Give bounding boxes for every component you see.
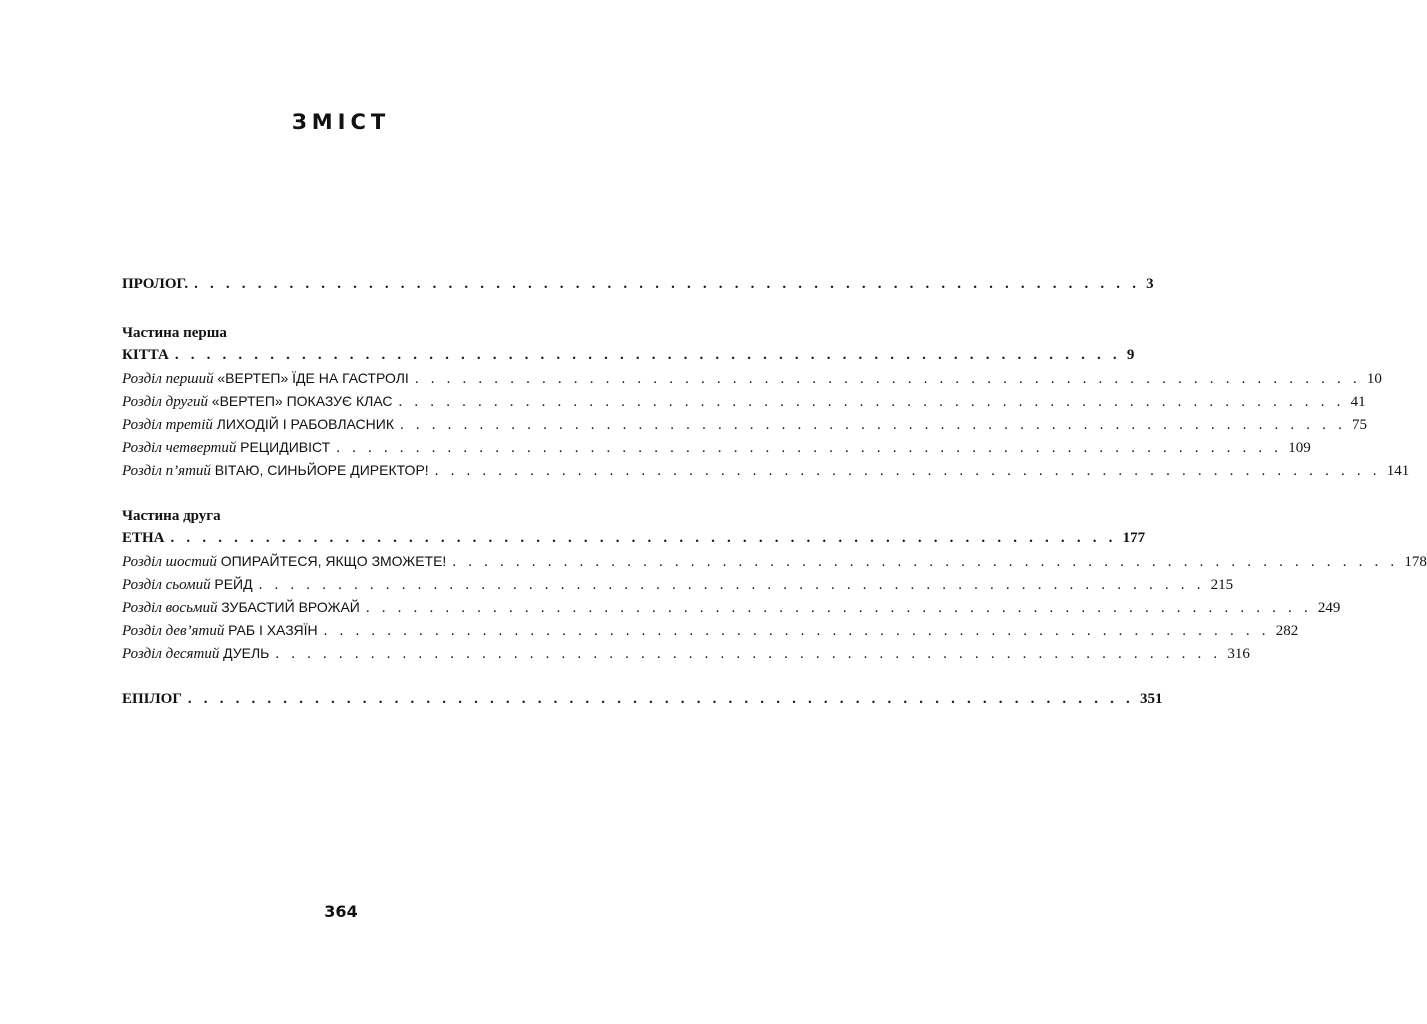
toc-entry-label: ЕПІЛОГ xyxy=(122,691,182,707)
toc-entry-part[interactable] xyxy=(122,528,1146,548)
leader-dots: . . . . . . . . . . . . . . . . . . . . . . . . . . . . . . . . . . . . . . . . . . . . . . . . . . . . . . . . . . . . xyxy=(323,623,1270,639)
toc-entry-page: 9 xyxy=(1126,347,1135,363)
chapter-title: ЗУБАСТИЙ ВРОЖАЙ xyxy=(221,599,360,615)
chapter-prefix: Розділ дев’ятий xyxy=(122,623,225,639)
leader-dots: . . . . . . . . . . . . . . . . . . . . . . . . . . . . . . . . . . . . . . . . . . . . . . . . . . . . . . . . . . . . xyxy=(398,394,1345,410)
toc-entry-part[interactable] xyxy=(122,345,1135,365)
chapter-prefix: Розділ восьмий xyxy=(122,600,218,616)
leader-dots: . . . . . . . . . . . . . . . . . . . . . . . . . . . . . . . . . . . . . . . . . . . . . . . . . . . . . . . . . . . . xyxy=(434,463,1381,479)
toc-entry-chapter[interactable] xyxy=(122,620,1299,641)
part-heading: Частина перша xyxy=(122,325,227,341)
leader-dots: . . . . . . . . . . . . . . . . . . . . . . . . . . . . . . . . . . . . . . . . . . . . . . . . . . . . . . . . . . . . xyxy=(170,530,1117,546)
toc-entry-chapter[interactable] xyxy=(122,460,1410,481)
leader-dots: . . . . . . . . . . . . . . . . . . . . . . . . . . . . . . . . . . . . . . . . . . . . . . . . . . . . . . . . . . . . xyxy=(414,371,1361,387)
toc-entry-page: 178 xyxy=(1404,554,1427,570)
leader-dots: . . . . . . . . . . . . . . . . . . . . . . . . . . . . . . . . . . . . . . . . . . . . . . . . . . . . . . . . . . . . xyxy=(174,347,1121,363)
chapter-title: РЕЙД xyxy=(214,576,253,592)
toc-entry-label: ПРОЛОГ. xyxy=(122,276,189,292)
chapter-title: ВІТАЮ, СИНЬЙОРЕ ДИРЕКТОР! xyxy=(214,462,429,478)
toc-entry-chapter[interactable] xyxy=(122,551,1427,572)
toc-entry-chapter[interactable] xyxy=(122,597,1341,618)
toc-entry-page: 249 xyxy=(1317,600,1341,616)
leader-dots: . . . . . . . . . . . . . . . . . . . . . . . . . . . . . . . . . . . . . . . . . . . . . . . . . . . . . . . . . . . . xyxy=(275,646,1222,662)
toc-entry-epilogue[interactable] xyxy=(122,689,1163,709)
chapter-title: РАБ І ХАЗЯЇН xyxy=(228,622,318,638)
chapter-prefix: Розділ третій xyxy=(122,417,213,433)
toc-entry-chapter[interactable] xyxy=(122,368,1382,389)
toc-entry-page: 3 xyxy=(1146,276,1154,292)
chapter-title: ОПИРАЙТЕСЯ, ЯКЩО ЗМОЖЕТЕ! xyxy=(220,553,447,569)
toc-entry-chapter[interactable] xyxy=(122,643,1250,664)
toc-entry-label: ЕТНА xyxy=(122,530,165,546)
chapter-prefix: Розділ десятий xyxy=(122,646,220,662)
leader-dots: . . . . . . . . . . . . . . . . . . . . . . . . . . . . . . . . . . . . . . . . . . . . . . . . . . . . . . . . . . . . xyxy=(194,276,1141,292)
leader-dots: . . . . . . . . . . . . . . . . . . . . . . . . . . . . . . . . . . . . . . . . . . . . . . . . . . . . . . . . . . . . xyxy=(187,691,1134,707)
chapter-prefix: Розділ другий xyxy=(122,394,209,410)
toc-entry-page: 215 xyxy=(1210,577,1234,593)
toc-entry-page: 282 xyxy=(1275,623,1299,639)
toc-entry-page: 351 xyxy=(1139,691,1163,707)
chapter-prefix: Розділ сьомий xyxy=(122,577,211,593)
chapter-prefix: Розділ четвертий xyxy=(122,440,237,456)
toc-entry-chapter[interactable] xyxy=(122,437,1311,458)
toc-entry-page: 177 xyxy=(1122,530,1146,546)
page-title: ЗМІСТ xyxy=(291,110,391,134)
toc-entry-page: 41 xyxy=(1350,394,1366,410)
chapter-title: РЕЦИДИВІСТ xyxy=(240,439,331,455)
page-number: 364 xyxy=(324,902,358,921)
chapter-prefix: Розділ п’ятий xyxy=(122,463,211,479)
part-heading: Частина друга xyxy=(122,508,221,524)
leader-dots: . . . . . . . . . . . . . . . . . . . . . . . . . . . . . . . . . . . . . . . . . . . . . . . . . . . . . . . . . . . . xyxy=(336,440,1283,456)
toc-entry-page: 109 xyxy=(1288,440,1311,456)
chapter-title: «ВЕРТЕП» ЇДЕ НА ГАСТРОЛІ xyxy=(217,370,409,386)
toc-entry-prologue[interactable] xyxy=(122,274,1154,294)
chapter-title: ЛИХОДІЙ І РАБОВЛАСНИК xyxy=(216,416,394,432)
toc-entry-page: 10 xyxy=(1366,371,1382,387)
toc-entry-chapter[interactable] xyxy=(122,574,1234,595)
toc-entry-page: 316 xyxy=(1227,646,1250,662)
toc-entry-chapter[interactable] xyxy=(122,391,1366,412)
leader-dots: . . . . . . . . . . . . . . . . . . . . . . . . . . . . . . . . . . . . . . . . . . . . . . . . . . . . . . . . . . . . xyxy=(399,417,1347,433)
toc-entry-page: 75 xyxy=(1352,417,1368,433)
chapter-title: «ВЕРТЕП» ПОКАЗУЄ КЛАС xyxy=(211,393,393,409)
toc-entry-page: 141 xyxy=(1386,463,1410,479)
chapter-prefix: Розділ шостий xyxy=(122,554,217,570)
leader-dots: . . . . . . . . . . . . . . . . . . . . . . . . . . . . . . . . . . . . . . . . . . . . . . . . . . . . . . . . . . . . xyxy=(258,577,1205,593)
toc-entry-label: КІТТА xyxy=(122,347,169,363)
chapter-title: ДУЕЛЬ xyxy=(223,645,270,661)
leader-dots: . . . . . . . . . . . . . . . . . . . . . . . . . . . . . . . . . . . . . . . . . . . . . . . . . . . . . . . . . . . . xyxy=(452,554,1399,570)
chapter-prefix: Розділ перший xyxy=(122,371,214,387)
toc-entry-chapter[interactable] xyxy=(122,414,1368,435)
leader-dots: . . . . . . . . . . . . . . . . . . . . . . . . . . . . . . . . . . . . . . . . . . . . . . . . . . . . . . . . . . . . xyxy=(365,600,1312,616)
